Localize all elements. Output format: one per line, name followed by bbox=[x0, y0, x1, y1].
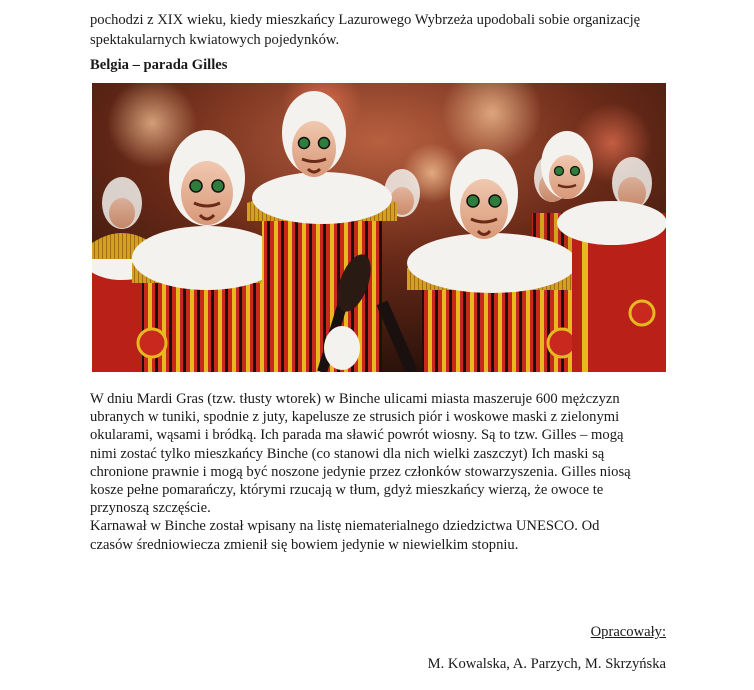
body-line: przynoszą szczęście. bbox=[90, 500, 211, 517]
body-line: kosze pełne pomarańczy, którymi rzucają w tłum, gdyż mieszkańcy wierzą, że owoce te bbox=[90, 482, 604, 499]
body-line: ubranych w tuniki, spodnie z juty, kapelusze ze strusich piór i woskowe maski z zielonymi bbox=[90, 409, 620, 426]
intro-paragraph bbox=[90, 10, 668, 50]
photo-illustration bbox=[92, 83, 666, 372]
body-line: W dniu Mardi Gras (tzw. tłusty wtorek) w Binche ulicami miasta maszeruje 600 mężczyzn bbox=[90, 391, 620, 407]
intro-line: pochodzi z XIX wieku, kiedy mieszkańcy Lazurowego Wybrzeża upodobali sobie organizację bbox=[90, 12, 641, 28]
body-line: czasów średniowiecza zmienił się bowiem jedynie w niewielkim stopniu. bbox=[90, 536, 519, 553]
section-heading: Belgia – parada Gilles bbox=[90, 57, 228, 73]
body-line: Karnawał w Binche został wpisany na listę niematerialnego dziedzictwa UNESCO. Od bbox=[90, 518, 600, 535]
body-paragraph bbox=[90, 390, 668, 554]
gilles-parade-photo bbox=[92, 83, 666, 372]
body-line: nimi zostać tylko mieszkańcy Binche (co stanowi dla nich wielki zaszczyt) Ich maski są bbox=[90, 445, 605, 462]
body-line: chronione prawnie i mogą być noszone jedynie przez członków stowarzyszenia. Gilles niosą bbox=[90, 463, 631, 480]
signature-names: M. Kowalska, A. Parzych, M. Skrzyńska bbox=[427, 656, 666, 672]
body-line: okularami, wąsami i bródką. Ich parada ma sławić powrót wiosny. Są to tzw. Gilles – mogą bbox=[90, 427, 624, 444]
signature-label: Opracowały: bbox=[590, 624, 666, 640]
intro-line: spektakularnych kwiatowych pojedynków. bbox=[90, 32, 340, 48]
